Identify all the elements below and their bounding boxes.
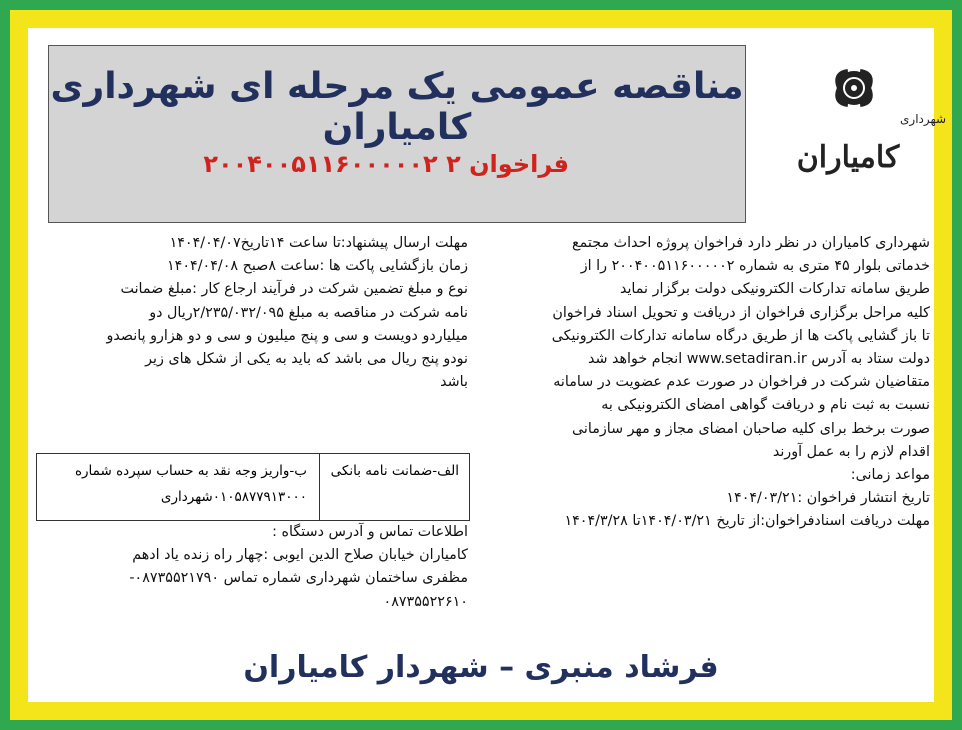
guarantee-table <box>36 453 470 521</box>
text-line: طریق سامانه تدارکات الکترونیکی دولت برگزار نماید <box>619 281 930 298</box>
text-line: میلیاردو دویست و سی و پنج میلیون و سی و دو هزارو پانصدو <box>106 327 468 344</box>
contact-section <box>40 521 468 614</box>
logo-name: کامیاران <box>796 140 900 175</box>
page-title: مناقصه عمومی یک مرحله ای شهرداری کامیاران <box>50 66 744 148</box>
text-line: نوع و مبلغ تضمین شرکت در فرآیند ارجاع کار :مبلغ ضمانت <box>120 281 468 298</box>
text-line: مظفری ساختمان شهرداری شماره تماس ۰۸۷۳۵۵۲۱۷۹۰- <box>129 570 468 587</box>
text-line: اطلاعات تماس و آدرس دستگاه : <box>272 524 468 540</box>
text-line: مهلت ارسال پیشنهاد:تا ساعت ۱۴تاریخ۱۴۰۴/۰۴/۰۷ <box>169 235 468 251</box>
text-line: تا باز گشایی پاکت ها از طریق درگاه سامانه تدارکات الکترونیکی <box>551 327 930 344</box>
text-line: تاریخ انتشار فراخوان :۱۴۰۴/۰۳/۲۱ <box>726 490 930 507</box>
text-line: کامیاران خیابان صلاح الدین ایوبی :چهار راه زنده یاد ادهم <box>132 547 468 564</box>
logo-flower-icon <box>840 74 868 102</box>
text-line: متقاضیان شرکت در فراخوان در صورت عدم عضویت در سامانه <box>553 374 930 391</box>
call-number: فراخوان ۲ ۲۰۰۴۰۰۵۱۱۶۰۰۰۰۰۲ <box>203 150 569 178</box>
signature: فرشاد منبری – شهردار کامیاران <box>243 650 719 685</box>
header-box <box>48 45 746 223</box>
guarantee-option-b: ب-واریز وجه نقد به حساب سپرده شماره ۰۱۰۵۸۷۷۹۱۳۰۰۰شهرداری <box>74 463 307 505</box>
text-line: کلیه مراحل برگزاری فراخوان از دریافت و تحویل اسناد فراخوان <box>552 304 930 321</box>
text-line: صورت برخط برای کلیه صاحبان امضای مجاز و مهر سازمانی <box>571 420 930 437</box>
text-line: مهلت دریافت اسنادفراخوان:از تاریخ ۱۴۰۴/۰۳/۲۱تا ۱۴۰۴/۳/۲۸ <box>564 513 930 530</box>
text-line: نسبت به ثبت نام و دریافت گواهی امضای الکترونیکی به <box>601 397 930 414</box>
right-column <box>480 232 930 534</box>
text-line: مواعد زمانی: <box>850 467 930 484</box>
text-line: باشد <box>440 374 468 391</box>
text-line: خدماتی بلوار ۴۵ متری به شماره ۲۰۰۴۰۰۵۱۱۶۰۰۰۰۰۲ را از <box>580 258 930 275</box>
logo-small-text: شهرداری <box>900 112 947 126</box>
left-column <box>40 232 468 394</box>
text-line: نامه شرکت در مناقصه به مبلغ ۲/۲۳۵/۰۳۲/۰۹۵ریال دو <box>149 304 468 321</box>
text-line: دولت ستاد به آدرس www.setadiran.ir انجام خواهد شد <box>587 351 930 368</box>
municipality-logo <box>758 62 934 202</box>
text-line: نودو پنج ریال می باشد که باید به یکی از شکل های زیر <box>145 351 468 368</box>
text-line: شهرداری کامیاران در نظر دارد فراخوان پروژه احداث مجتمع <box>572 235 930 251</box>
text-line: ۰۸۷۳۵۵۲۲۶۱۰ <box>383 593 468 610</box>
guarantee-option-a: الف-ضمانت نامه بانکی <box>319 454 469 520</box>
text-line: زمان بازگشایی پاکت ها :ساعت ۸صبح ۱۴۰۴/۰۴/۰۸ <box>167 258 468 275</box>
text-line: اقدام لازم را به عمل آورند <box>772 443 930 460</box>
